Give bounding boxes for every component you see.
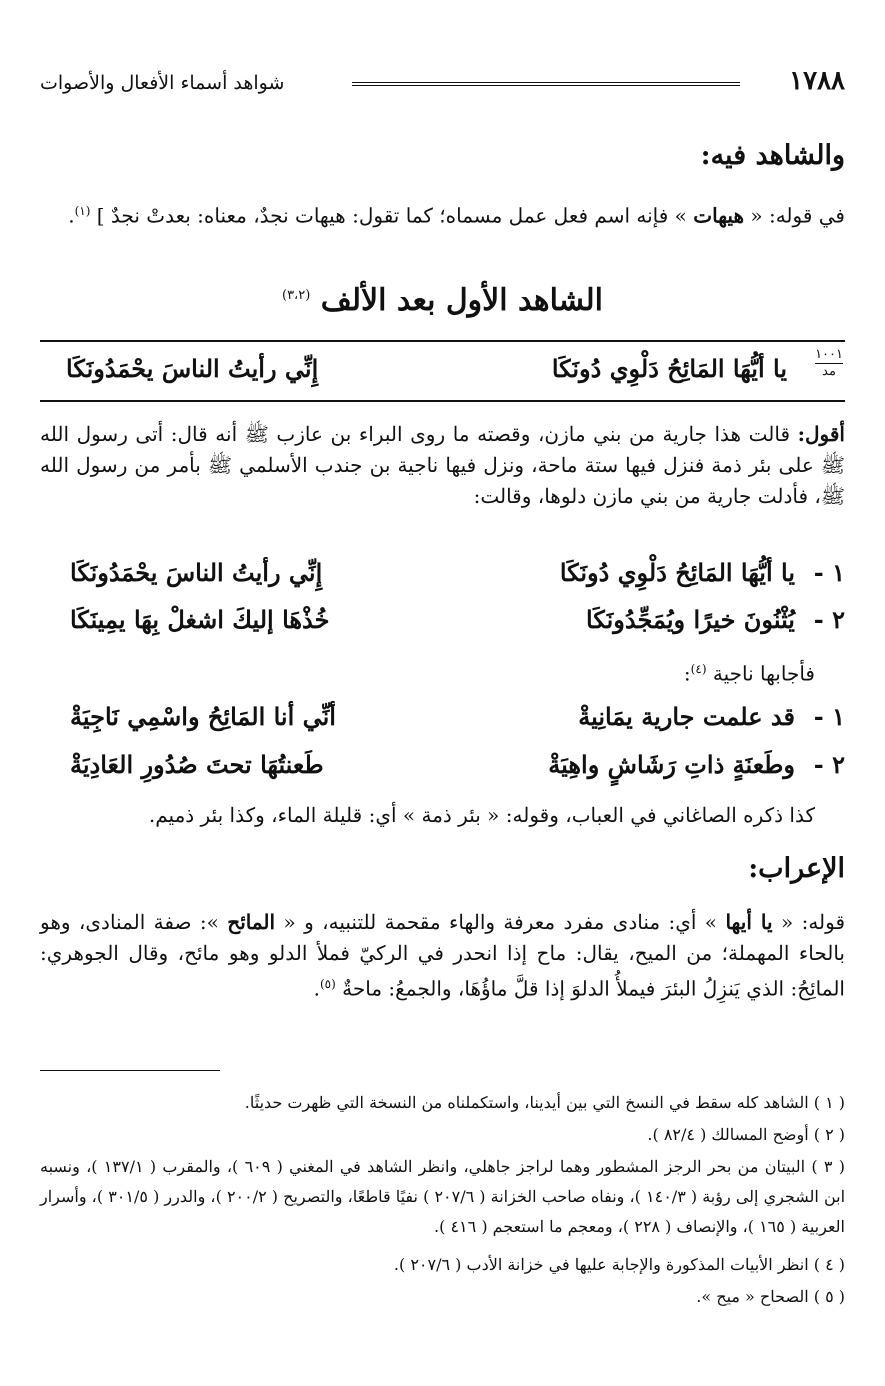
text-run: في قوله: « [750, 203, 845, 228]
commentary-text: قالت هذا جارية من بني مازن، وقصته ما روى البراء بن عازب ﷺ أنه قال: أتى رسول الله ﷺ على بئر ذمة فنزل فيها ستة ماحة، ونزل فيها ناجية بن جندب الأسلمي ﷺ بأمر من رسول الله ﷺ، فأدلت جارية من بني مازن دلوها، وقالت: [40, 422, 845, 508]
section-heading-irab: الإعراب: [748, 853, 845, 884]
shahid-explanation-paragraph [40, 196, 845, 232]
text-run: قوله: « [780, 910, 846, 934]
footnote-ref: (١) [74, 204, 91, 218]
running-header [40, 62, 845, 102]
footnote-ref: (٣،٢) [282, 288, 311, 303]
answer-text: فأجابها ناجية [712, 661, 815, 686]
verse-number: ٢ - [813, 750, 845, 779]
verse-number: ٢ - [813, 605, 845, 634]
shahid-number-bottom: مد [822, 364, 836, 379]
answer-line [40, 654, 815, 690]
footnote: ( ٢ ) أوضح المسالك ( ٨٢/٤ ). [647, 1125, 845, 1144]
text-run: : [683, 661, 691, 686]
footnote-ref: (٤) [690, 662, 707, 676]
verse-second-hemistich: خُذْهَا إليكَ اشغلْ بِهَا يمِينَكَا [70, 605, 330, 634]
verse-first-hemistich: يا أيُّهَا المَائِحُ دَلْوِي دُونَكَا [551, 354, 787, 383]
verse-second-hemistich: طَعنتُهَا تحتَ صُدُورِ العَادِيَةْ [70, 750, 324, 779]
shahid-number [815, 348, 843, 379]
text-run: » فإنه اسم فعل عمل مسماه؛ كما تقول: هيهات نجدٌ، معناه: بعدتْ نجدٌ ] [96, 203, 687, 228]
footnote: ( ٣ ) البيتان من بحر الرجز المشطور وهما لراجز جاهلي، وانظر الشاهد في المغني ( ٦٠٩ )، والمقرب ( ١٣٧/١ )، ونسبه ابن الشجري إلى رؤبة ( ١٤٠/٣ )، ونفاه صاحب الخزانة ( ٢٠٧/٦ ) نفيًا قاطعًا، والتصريح ( ٢٠٠/٢ )، والدرر ( ٣٠١/٥ )، وأسرار العربية ( ١٦٥ )، والإنصاف ( ٢٢٨ )، ومعجم ما استعجم ( ٤١٦ ). [40, 1157, 846, 1236]
poem-verse [40, 700, 845, 736]
text-run: » أي: منادى مفرد معرفة والهاء مقحمة للتنبيه، و « [283, 910, 718, 934]
section-heading-shahid: والشاهد فيه: [700, 140, 845, 171]
footnote: ( ٤ ) انظر الأبيات المذكورة والإجابة عليها في خزانة الأدب ( ٢٠٧/٦ ). [393, 1255, 845, 1274]
irab-paragraph [40, 907, 845, 1005]
verse-second-hemistich: إِنِّي رأيتُ الناسَ يحْمَدُونَكَا [70, 558, 323, 587]
page-number: ١٧٨٨ [789, 66, 845, 96]
commentary-paragraph [40, 419, 845, 512]
keyword: يا أيها [725, 910, 773, 934]
verse-number: ١ - [813, 558, 845, 587]
keyword: المائح [227, 910, 276, 934]
footnote-separator [40, 1070, 220, 1071]
shahid-title [0, 283, 885, 318]
poem-verse [40, 556, 845, 592]
shahid-title-text: الشاهد الأول بعد الألف [320, 283, 603, 318]
footnote: ( ١ ) الشاهد كله سقط في النسخ التي بين أيدينا، واستكملناه من النسخة التي ظهرت حديثًا. [244, 1093, 845, 1112]
text-run: . [313, 976, 320, 1001]
shahid-verse-box [40, 340, 845, 402]
poem-verse [40, 603, 845, 639]
verse-second-hemistich: أنِّي أنا المَائِحُ واسْمِي نَاجِيَةْ [70, 702, 336, 731]
footnote: ( ٥ ) الصحاح « ميح ». [696, 1287, 845, 1306]
poem-verse [40, 748, 845, 784]
footnote-ref: (٥) [319, 977, 336, 991]
text-run: . [68, 203, 75, 228]
running-title: شواهد أسماء الأفعال والأصوات [40, 72, 285, 94]
keyword-hayhat: هيهات [693, 203, 744, 228]
verse-first-hemistich: يا أيُّهَا المَائِحُ دَلْوِي دُونَكَا [559, 558, 795, 587]
shahid-number-top: ١٠٠١ [815, 347, 843, 362]
verse-second-hemistich: إِنِّي رأيتُ الناسَ يحْمَدُونَكَا [66, 354, 319, 383]
text-run: »: صفة المنادى، وهو بالحاء المهملة؛ من الميح، يقال: ماح إذا انحدر في الركيّ فملأ الدلو وهو مائح، وقال الجوهري: المائِحُ: الذي يَنزِلُ البئرَ فيملأُ الدلوَ إذا قلَّ ماؤُهَا، والجمعُ: ماحةٌ [40, 910, 845, 1001]
verse-first-hemistich: يُثْنُونَ خيرًا ويُمَجِّدُونَكَا [586, 605, 795, 634]
header-rule [352, 82, 740, 86]
verse-first-hemistich: قد علمت جارية يمَانِيةْ [578, 702, 795, 731]
commentary-label: أقول: [797, 422, 845, 446]
after-poem-paragraph: كذا ذكره الصاغاني في العباب، وقوله: « بئر ذمة » أي: قليلة الماء، وكذا بئر ذميم. [148, 803, 815, 827]
verse-first-hemistich: وطَعنَةٍ ذاتِ رَشَاشٍ واهِيَةْ [548, 750, 795, 779]
verse-number: ١ - [813, 702, 845, 731]
